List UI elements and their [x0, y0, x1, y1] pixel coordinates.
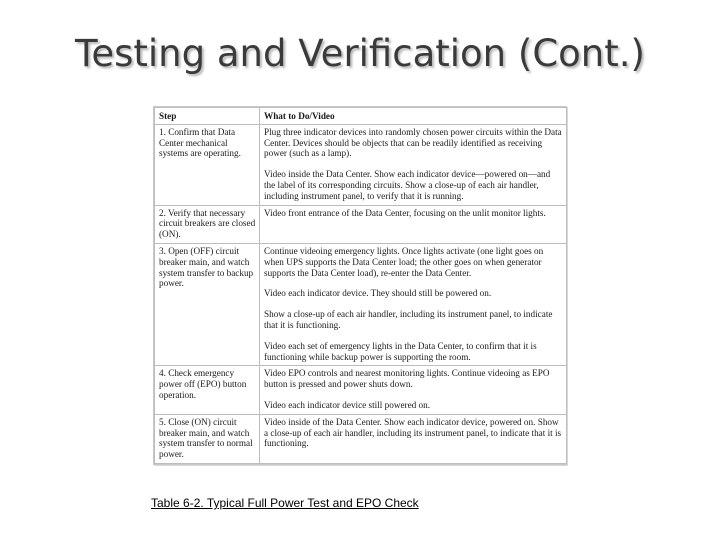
- what-paragraph: Video each set of emergency lights in the Data Center, to confirm that it is functioning while backup power is supporting the room.: [264, 340, 537, 362]
- what-cell: [260, 124, 567, 205]
- what-paragraph: Video inside the Data Center. Show each indicator device—powered on—and the label of its corresponding circuits. Show a close-up of each air handler, including instrument panel, to verify that it is running.: [264, 169, 551, 201]
- header-what-to-do: What to Do/Video: [260, 108, 567, 125]
- what-paragraph: Video each indicator device. They should still be powered on.: [264, 288, 492, 299]
- what-cell: [260, 243, 567, 365]
- procedure-table: [154, 107, 567, 464]
- table-row: [155, 124, 567, 205]
- what-paragraph: Show a close-up of each air handler, including its instrument panel, to indicate that it is functioning.: [264, 309, 553, 330]
- table-row: [155, 205, 567, 243]
- step-cell: 4. Check emergency power off (EPO) button operation.: [155, 366, 260, 414]
- step-cell: 2. Verify that necessary circuit breakers are closed (ON).: [155, 205, 260, 243]
- step-cell: 5. Close (ON) circuit breaker main, and watch system transfer to normal power.: [155, 414, 260, 463]
- what-paragraph: Continue videoing emergency lights. Once lights activate (one light goes on when UPS supports the Data Center load; the other goes on when generator supports the Data Center load), re-enter the Data Center.: [264, 245, 544, 278]
- procedure-table-container: [153, 106, 567, 465]
- table-row: [155, 366, 567, 414]
- header-step: Step: [155, 108, 260, 125]
- slide-title: Testing and Verification (Cont.): [75, 32, 645, 75]
- what-cell: [260, 205, 567, 243]
- what-cell: [260, 366, 567, 414]
- what-paragraph: Video inside of the Data Center. Show each indicator device, powered on. Show a close-up of each air handler, including its instrument panel, to indicate that it is functioning.: [264, 416, 562, 449]
- what-paragraph: Plug three indicator devices into randomly chosen power circuits within the Data Center. Devices should be objects that can be readily identified as receiving power (such as a lamp).: [264, 126, 562, 159]
- what-paragraph: Video EPO controls and nearest monitoring lights. Continue videoing as EPO button is pressed and power shuts down.: [264, 368, 550, 390]
- step-cell: 3. Open (OFF) circuit breaker main, and watch system transfer to backup power.: [155, 243, 260, 365]
- step-cell: 1. Confirm that Data Center mechanical systems are operating.: [155, 124, 260, 205]
- what-cell: [260, 414, 567, 463]
- table-row: [155, 414, 567, 463]
- what-paragraph: Video each indicator device still powered on.: [264, 399, 431, 410]
- table-caption: Table 6-2. Typical Full Power Test and EPO Check: [151, 496, 419, 510]
- table-row: [155, 243, 567, 365]
- what-paragraph: Video front entrance of the Data Center, focusing on the unlit monitor lights.: [264, 207, 546, 218]
- table-header-row: [155, 108, 567, 125]
